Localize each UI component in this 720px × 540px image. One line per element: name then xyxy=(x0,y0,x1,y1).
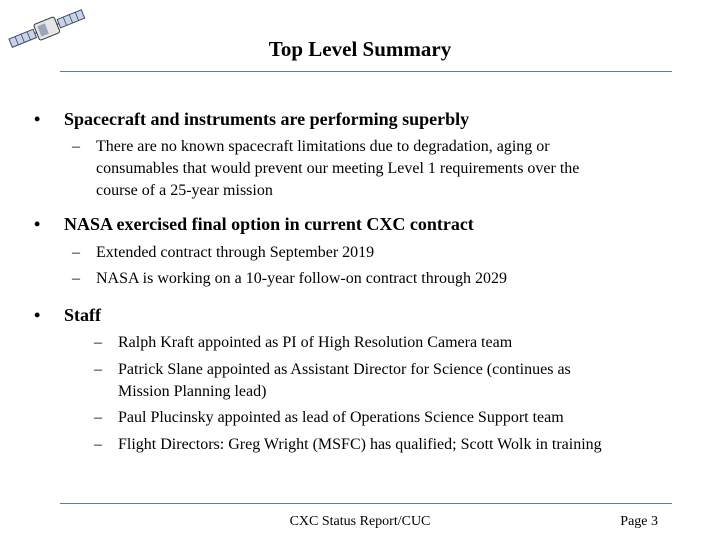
page-number: Page 3 xyxy=(620,514,658,529)
footer-report-title: CXC Status Report/CUC xyxy=(289,514,431,529)
bullet-heading: Spacecraft and instruments are performing superbly xyxy=(64,109,470,129)
sub-item-limitations xyxy=(72,136,579,202)
sub-line: Paul Plucinsky appointed as lead of Operations Science Support team xyxy=(118,409,564,426)
sub-dash: – xyxy=(94,436,102,453)
sub-line: Extended contract through September 2019 xyxy=(96,244,375,261)
sub-line: Flight Directors: Greg Wright (MSFC) has qualified; Scott Wolk in training xyxy=(118,436,602,453)
title-divider xyxy=(60,71,672,72)
sub-line: NASA is working on a 10-year follow-on contract through 2029 xyxy=(96,270,508,287)
bullet-nasa-contract xyxy=(34,213,474,235)
sub-item-follow-on-contract xyxy=(72,268,507,290)
sub-dash: – xyxy=(72,244,80,261)
sub-item-slane xyxy=(94,359,571,403)
sub-line: Mission Planning lead) xyxy=(118,383,267,400)
sub-item-plucinsky xyxy=(94,407,564,429)
slide-title: Top Level Summary xyxy=(268,37,452,61)
sub-line: course of a 25-year mission xyxy=(96,182,273,199)
bullet-heading: NASA exercised final option in current CXC contract xyxy=(64,214,474,234)
sub-dash: – xyxy=(72,270,80,287)
bullet-staff xyxy=(34,304,101,326)
sub-dash: – xyxy=(94,409,102,426)
sub-dash: – xyxy=(94,334,102,351)
sub-line: consumables that would prevent our meeting Level 1 requirements over the xyxy=(96,160,580,177)
sub-item-flight-directors xyxy=(94,434,602,456)
sub-line: Patrick Slane appointed as Assistant Director for Science (continues as xyxy=(118,361,571,378)
footer-divider xyxy=(60,503,672,504)
bullet-mark: • xyxy=(34,305,41,325)
sub-item-kraft xyxy=(94,332,512,354)
sub-dash: – xyxy=(72,138,80,155)
sub-line: There are no known spacecraft limitations due to degradation, aging or xyxy=(96,138,550,155)
bullet-mark: • xyxy=(34,214,41,234)
sub-line: Ralph Kraft appointed as PI of High Resolution Camera team xyxy=(118,334,513,351)
sub-dash: – xyxy=(94,361,102,378)
bullet-mark: • xyxy=(34,109,41,129)
bullet-heading: Staff xyxy=(64,305,101,325)
sub-item-extended-contract xyxy=(72,242,374,264)
bullet-spacecraft xyxy=(34,108,469,130)
